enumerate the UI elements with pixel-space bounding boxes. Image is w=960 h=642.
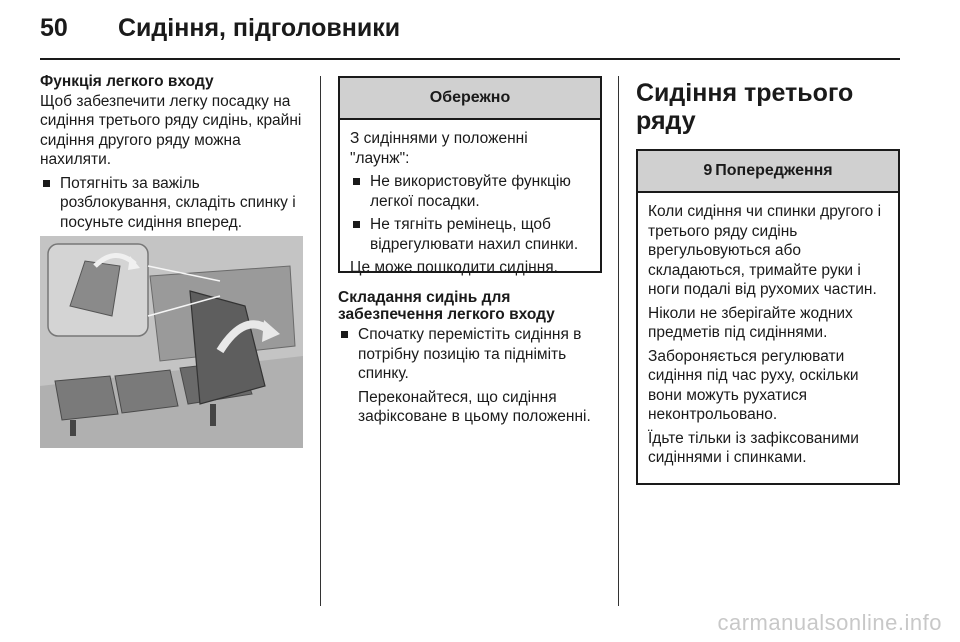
column-caution-folding — [338, 76, 602, 431]
bullet-square-icon — [353, 178, 360, 185]
caution-note: Це може пошкодити сидіння. — [350, 259, 558, 276]
caution-bullet-1 — [350, 172, 590, 211]
folding-heading: Складання сидінь для забезпечення легкого входу — [338, 289, 555, 323]
page-title: Сидіння, підголовники — [118, 14, 401, 42]
warning-header — [638, 151, 898, 193]
caution-box — [338, 76, 602, 276]
bullet-square-icon — [43, 180, 50, 187]
page-header — [40, 14, 900, 54]
easy-entry-bullet-text: Потягніть за важіль розблокування, складіть спинку і посуньте сидіння вперед. — [60, 174, 296, 231]
warning-title: Попередження — [715, 162, 833, 179]
warning-p2: Ніколи не зберігайте жодних предметів під сидіннями. — [648, 304, 853, 341]
column-divider-right — [618, 76, 619, 606]
caution-title: Обережно — [340, 78, 600, 120]
caution-bullet-1-text: Не використовуйте функцію легкої посадки. — [370, 173, 571, 210]
folding-bullet — [338, 325, 602, 384]
watermark: carmanualsonline.info — [717, 610, 942, 635]
warning-box — [636, 149, 900, 485]
warning-body — [638, 193, 898, 480]
bullet-square-icon — [353, 221, 360, 228]
easy-entry-intro: Щоб забезпечити легку посадку на сидіння третього ряду сидінь, крайні сидіння другого ряду можна нахиляти. — [40, 92, 302, 168]
column-divider-left — [320, 76, 321, 606]
warning-triangle-icon: 9 — [703, 162, 713, 179]
header-divider — [40, 58, 900, 60]
bullet-square-icon — [341, 331, 348, 338]
warning-p1: Коли сидіння чи спинки другого і третього ряду сидінь врегульовуються або складаються, тримайте руки і ноги подалі від рухомих частин. — [648, 203, 882, 298]
warning-p3: Забороняється регулювати сидіння під час руху, оскільки вони можуть рухатися неконтрольовано. — [648, 347, 859, 423]
caution-bullet-2-text: Не тягніть ремінець, щоб відрегулювати нахил спинки. — [370, 216, 579, 253]
warning-p4: Їдьте тільки із зафіксованими сидіннями і спинками. — [648, 429, 859, 466]
folding-para: Переконайтеся, що сидіння зафіксоване в цьому положенні. — [358, 388, 591, 425]
column-third-row — [636, 76, 900, 485]
seat-illustration-svg — [40, 236, 303, 448]
folding-bullet-text: Спочатку перемістіть сидіння в потрібну позицію та підніміть спинку. — [358, 326, 582, 382]
easy-entry-heading: Функція легкого входу — [40, 73, 214, 90]
caution-intro: З сидіннями у положенні "лаунж": — [350, 130, 528, 167]
column-easy-entry — [40, 72, 308, 236]
third-row-heading: Сидіння третього ряду — [636, 79, 854, 135]
caution-bullet-2 — [350, 215, 590, 254]
caution-body — [340, 120, 600, 290]
page-number: 50 — [40, 14, 68, 42]
easy-entry-bullet — [40, 174, 308, 233]
seat-folding-illustration — [40, 236, 303, 448]
